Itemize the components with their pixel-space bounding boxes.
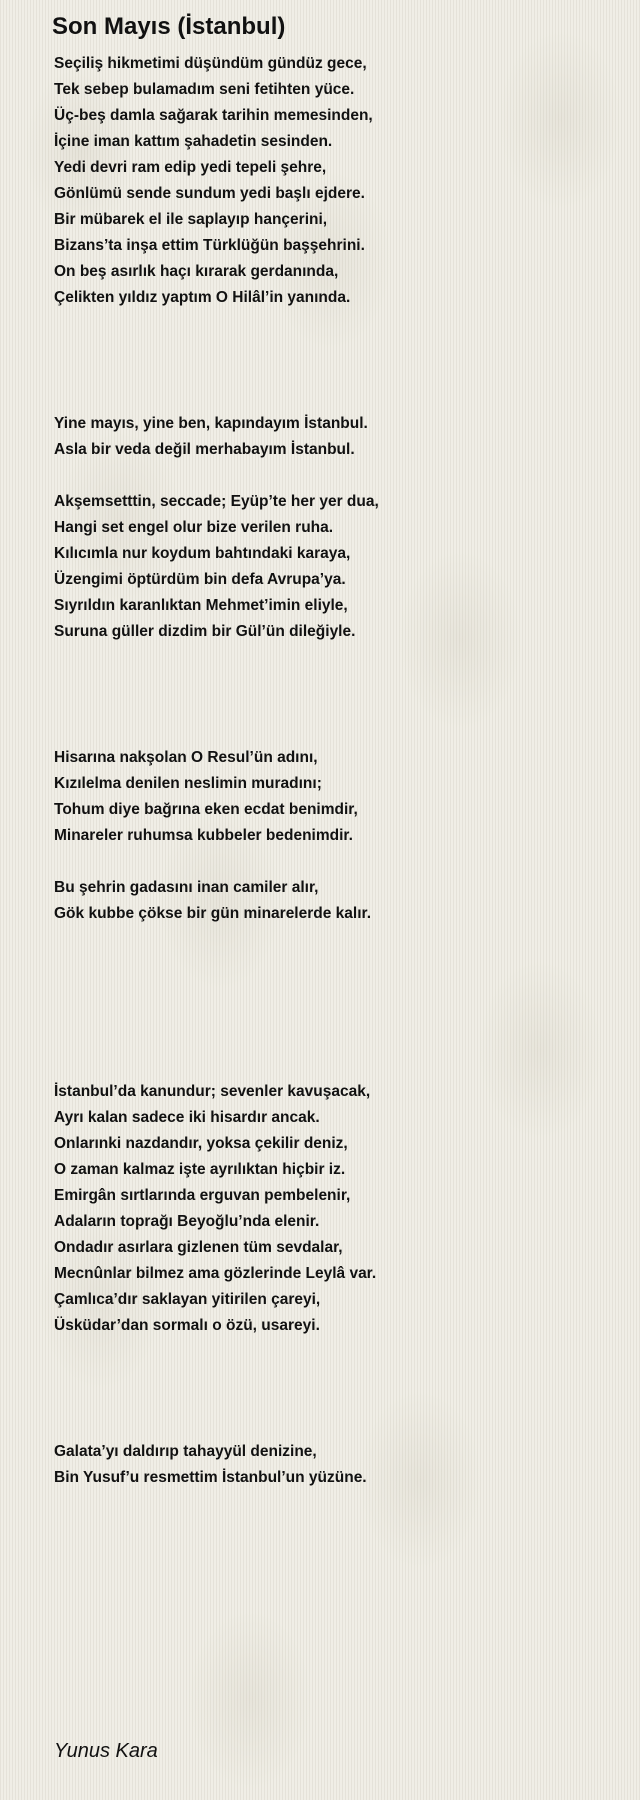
- stanza-spacer: [54, 645, 614, 745]
- poem-line: Çelikten yıldız yaptım O Hilâl’in yanında.: [54, 289, 351, 306]
- poem-line: Tohum diye bağrına eken ecdat benimdir,: [54, 801, 358, 818]
- stanza-3: [54, 489, 614, 645]
- poem-line: Asla bir veda değil merhabayım İstanbul.: [54, 441, 355, 458]
- poem-line: Üzengimi öptürdüm bin defa Avrupa’ya.: [54, 571, 346, 588]
- poem-line: Mecnûnlar bilmez ama gözlerinde Leylâ var.: [54, 1265, 377, 1282]
- stanza-2: [54, 411, 614, 463]
- poem-line: O zaman kalmaz işte ayrılıktan hiçbir iz.: [54, 1161, 346, 1178]
- poem-line: Emirgân sırtlarında erguvan pembelenir,: [54, 1187, 351, 1204]
- poem-line: Tek sebep bulamadım seni fetihten yüce.: [54, 81, 355, 98]
- poem-line: Kılıcımla nur koydum bahtındaki karaya,: [54, 545, 351, 562]
- poem-line: Bu şehrin gadasını inan camiler alır,: [54, 879, 319, 896]
- poem-line: Kızılelma denilen neslimin muradını;: [54, 775, 322, 792]
- poem-line: Yine mayıs, yine ben, kapındayım İstanbul.: [54, 415, 368, 432]
- stanza-1: [54, 51, 614, 311]
- stanza-spacer: [54, 463, 614, 489]
- poem-line: Yedi devri ram edip yedi tepeli şehre,: [54, 159, 327, 176]
- poem-line: Ondadır asırlara gizlenen tüm sevdalar,: [54, 1239, 343, 1256]
- poem-title: Son Mayıs (İstanbul): [52, 13, 286, 40]
- poem-line: Akşemsetttin, seccade; Eyüp’te her yer dua,: [54, 493, 379, 510]
- poem-line: Üç-beş damla sağarak tarihin memesinden,: [54, 107, 373, 124]
- stanza-spacer: [54, 311, 614, 411]
- stanza-5: [54, 875, 614, 927]
- stanza-7: [54, 1439, 614, 1491]
- poem-line: İstanbul’da kanundur; sevenler kavuşacak,: [54, 1083, 371, 1100]
- author-name: Yunus Kara: [54, 1740, 158, 1762]
- stanza-6: [54, 1079, 614, 1339]
- poem-line: Onlarınki nazdandır, yoksa çekilir deniz,: [54, 1135, 348, 1152]
- poem-line: Suruna güller dizdim bir Gül’ün dileğiyle.: [54, 623, 356, 640]
- poem-line: Bir mübarek el ile saplayıp hançerini,: [54, 211, 328, 228]
- poem-line: Hisarına nakşolan O Resul’ün adını,: [54, 749, 318, 766]
- stanza-spacer: [54, 927, 614, 1079]
- poem-line: Gök kubbe çökse bir gün minarelerde kalır.: [54, 905, 372, 922]
- poem-line: Minareler ruhumsa kubbeler bedenimdir.: [54, 827, 353, 844]
- poem-line: Hangi set engel olur bize verilen ruha.: [54, 519, 334, 536]
- poem-line: Üsküdar’dan sormalı o özü, usareyi.: [54, 1317, 320, 1334]
- poem-line: İçine iman kattım şahadetin sesinden.: [54, 133, 333, 150]
- poem-line: Bin Yusuf’u resmettim İstanbul’un yüzüne.: [54, 1469, 367, 1486]
- poem-line: On beş asırlık haçı kırarak gerdanında,: [54, 263, 339, 280]
- poem-line: Çamlıca’dır saklayan yitirilen çareyi,: [54, 1291, 321, 1308]
- poem-line: Galata’yı daldırıp tahayyül denizine,: [54, 1443, 317, 1460]
- stanza-spacer: [54, 1339, 614, 1439]
- poem-body: [54, 51, 614, 1491]
- poem-line: Bizans’ta inşa ettim Türklüğün başşehrini.: [54, 237, 365, 254]
- poem-line: Gönlümü sende sundum yedi başlı ejdere.: [54, 185, 365, 202]
- stanza-spacer: [54, 849, 614, 875]
- poem-line: Seçiliş hikmetimi düşündüm gündüz gece,: [54, 55, 367, 72]
- stanza-4: [54, 745, 614, 849]
- poem-line: Sıyrıldın karanlıktan Mehmet’imin eliyle,: [54, 597, 348, 614]
- poem-line: Adaların toprağı Beyoğlu’nda elenir.: [54, 1213, 320, 1230]
- poem-line: Ayrı kalan sadece iki hisardır ancak.: [54, 1109, 320, 1126]
